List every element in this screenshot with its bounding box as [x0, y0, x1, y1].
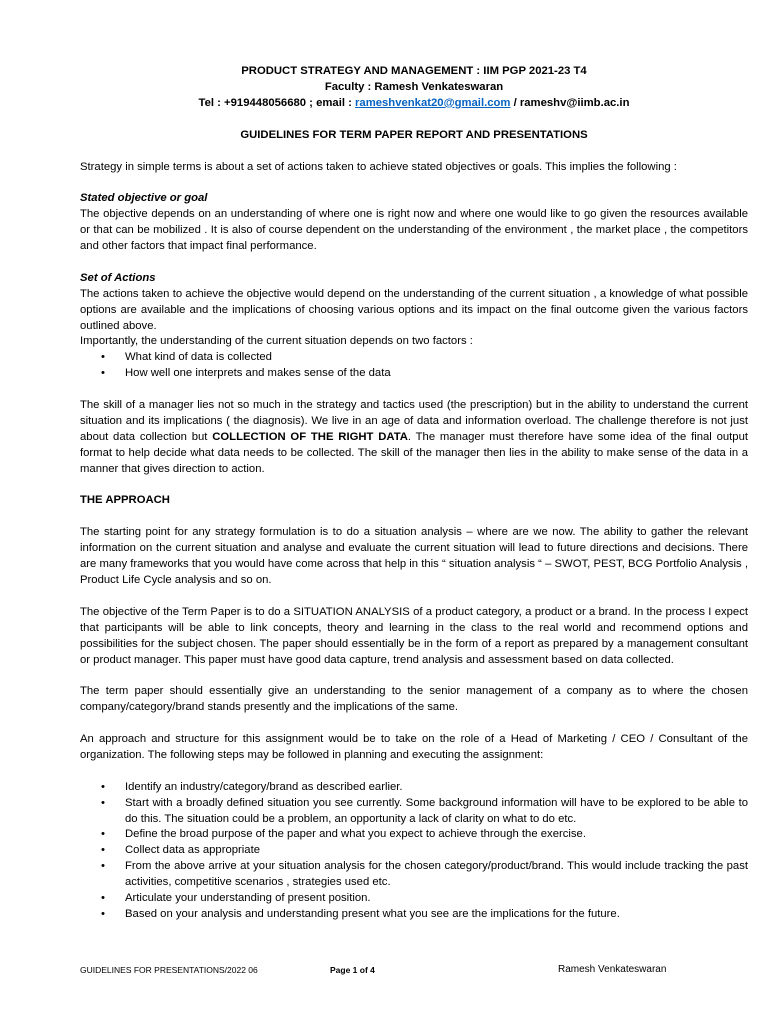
- actions-heading: Set of Actions: [80, 271, 156, 284]
- bullet-icon: •: [101, 844, 105, 857]
- list-item: • Based on your analysis and understanding present what you see are the implications for the future.: [80, 907, 748, 923]
- bullet-icon: •: [101, 351, 105, 364]
- page-footer: [80, 965, 740, 979]
- steps-list: [80, 780, 748, 923]
- email-separator: /: [510, 96, 520, 109]
- intro-paragraph: Strategy in simple terms is about a set of actions taken to achieve stated objectives or goals. This implies the following :: [80, 160, 677, 173]
- approach-paragraph-1: The starting point for any strategy formulation is to do a situation analysis – where are we now. The ability to gather the relevant information on the current situation and analyse and evaluate the current situation will lead to future directions and decisions. There are many frameworks that you would have come across that help in this “ situation analysis “ – SWOT, PEST, BCG Portfolio Analysis , Product Life Cycle analysis and so on.: [80, 526, 748, 586]
- list-item: • What kind of data is collected: [80, 350, 748, 366]
- bullet-icon: •: [101, 907, 105, 920]
- bullet-icon: •: [101, 828, 105, 841]
- contact-line: [80, 96, 748, 112]
- objective-heading: Stated objective or goal: [80, 192, 208, 205]
- list-item: • Identify an industry/category/brand as described earlier.: [80, 780, 748, 796]
- guidelines-title: GUIDELINES FOR TERM PAPER REPORT AND PRESENTATIONS: [240, 128, 588, 141]
- approach-heading: THE APPROACH: [80, 494, 170, 507]
- faculty-line: Faculty : Ramesh Venkateswaran: [324, 80, 504, 93]
- approach-paragraph-3: The term paper should essentially give an understanding to the senior management of a company as to where the chosen company/category/brand stands presently and the implications of the same.: [80, 685, 748, 714]
- footer-document-id: GUIDELINES FOR PRESENTATIONS/2022 06: [80, 965, 258, 975]
- list-item: • Start with a broadly defined situation you see currently. Some background information will have to be explored to be able to do this. The situation could be a problem, an opportunity a lack of clarity on what to do etc.: [101, 796, 748, 825]
- email-iimb: rameshv@iimb.ac.in: [519, 96, 630, 109]
- list-item: • Collect data as appropriate: [80, 843, 748, 859]
- bullet-icon: •: [101, 367, 105, 380]
- right-data-emphasis: COLLECTION OF THE RIGHT DATA: [212, 430, 408, 443]
- factors-list: [80, 350, 748, 382]
- page-content: [80, 64, 748, 923]
- list-item: • From the above arrive at your situation analysis for the chosen category/product/brand. This would include tracking the past activities, competitive scenarios , strategies used etc.: [101, 860, 748, 889]
- email-link-gmail[interactable]: rameshvenkat20@gmail.com: [355, 96, 511, 109]
- importantly-paragraph: Importantly, the understanding of the current situation depends on two factors :: [80, 335, 473, 348]
- list-item: • How well one interprets and makes sense of the data: [80, 366, 748, 382]
- contact-tel: Tel : +919448056680 ; email :: [198, 96, 356, 109]
- bullet-icon: •: [101, 780, 105, 793]
- bullet-icon: •: [101, 892, 105, 905]
- actions-paragraph: The actions taken to achieve the objective would depend on the understanding of the current situation , a knowledge of what possible options are available and the implications of choosing various options and its impact on the final outcome given the various factors outlined above.: [80, 287, 748, 332]
- footer-author: Ramesh Venkateswaran: [558, 964, 667, 975]
- skill-paragraph: The skill of a manager lies not so much in the strategy and tactics used (the prescription) but in the ability to understand the current situation and its implications ( the diagnosis). We live in an age of data and information overload. The challenge therefore is not just about data collection but COLLECTION OF THE RIGHT DATA. The manager must therefore have some idea of the final output format to help decide what data needs to be collected. The skill of the manager then lies in the ability to make sense of the data in a manner that gives direction to action.: [80, 399, 748, 475]
- list-item: • Define the broad purpose of the paper and what you expect to achieve through the exercise.: [80, 827, 748, 843]
- objective-paragraph: The objective depends on an understanding of where one is right now and where one would like to go given the resources available or that can be mobilized . It is also of course dependent on the understanding of the environment , the market place , the competitors and other factors that impact final performance.: [80, 208, 748, 253]
- bullet-icon: •: [101, 796, 105, 809]
- approach-paragraph-2: The objective of the Term Paper is to do a SITUATION ANALYSIS of a product category, a product or a brand. In the process I expect that participants will be able to link concepts, theory and learning in the class to the real world and recommend options and possibilities for the subject chosen. The paper should essentially be in the form of a report as prepared by a management consultant or product manager. This paper must have good data capture, trend analysis and assessment based on data collected.: [80, 605, 748, 666]
- course-title: PRODUCT STRATEGY AND MANAGEMENT : IIM PGP 2021-23 T4: [241, 65, 587, 77]
- bullet-icon: •: [101, 860, 105, 873]
- footer-page-number: Page 1 of 4: [330, 965, 375, 975]
- list-item: • Articulate your understanding of present position.: [80, 891, 748, 907]
- approach-paragraph-4: An approach and structure for this assignment would be to take on the role of a Head of Marketing / CEO / Consultant of the organization. The following steps may be followed in planning and executing the assignment:: [80, 733, 748, 761]
